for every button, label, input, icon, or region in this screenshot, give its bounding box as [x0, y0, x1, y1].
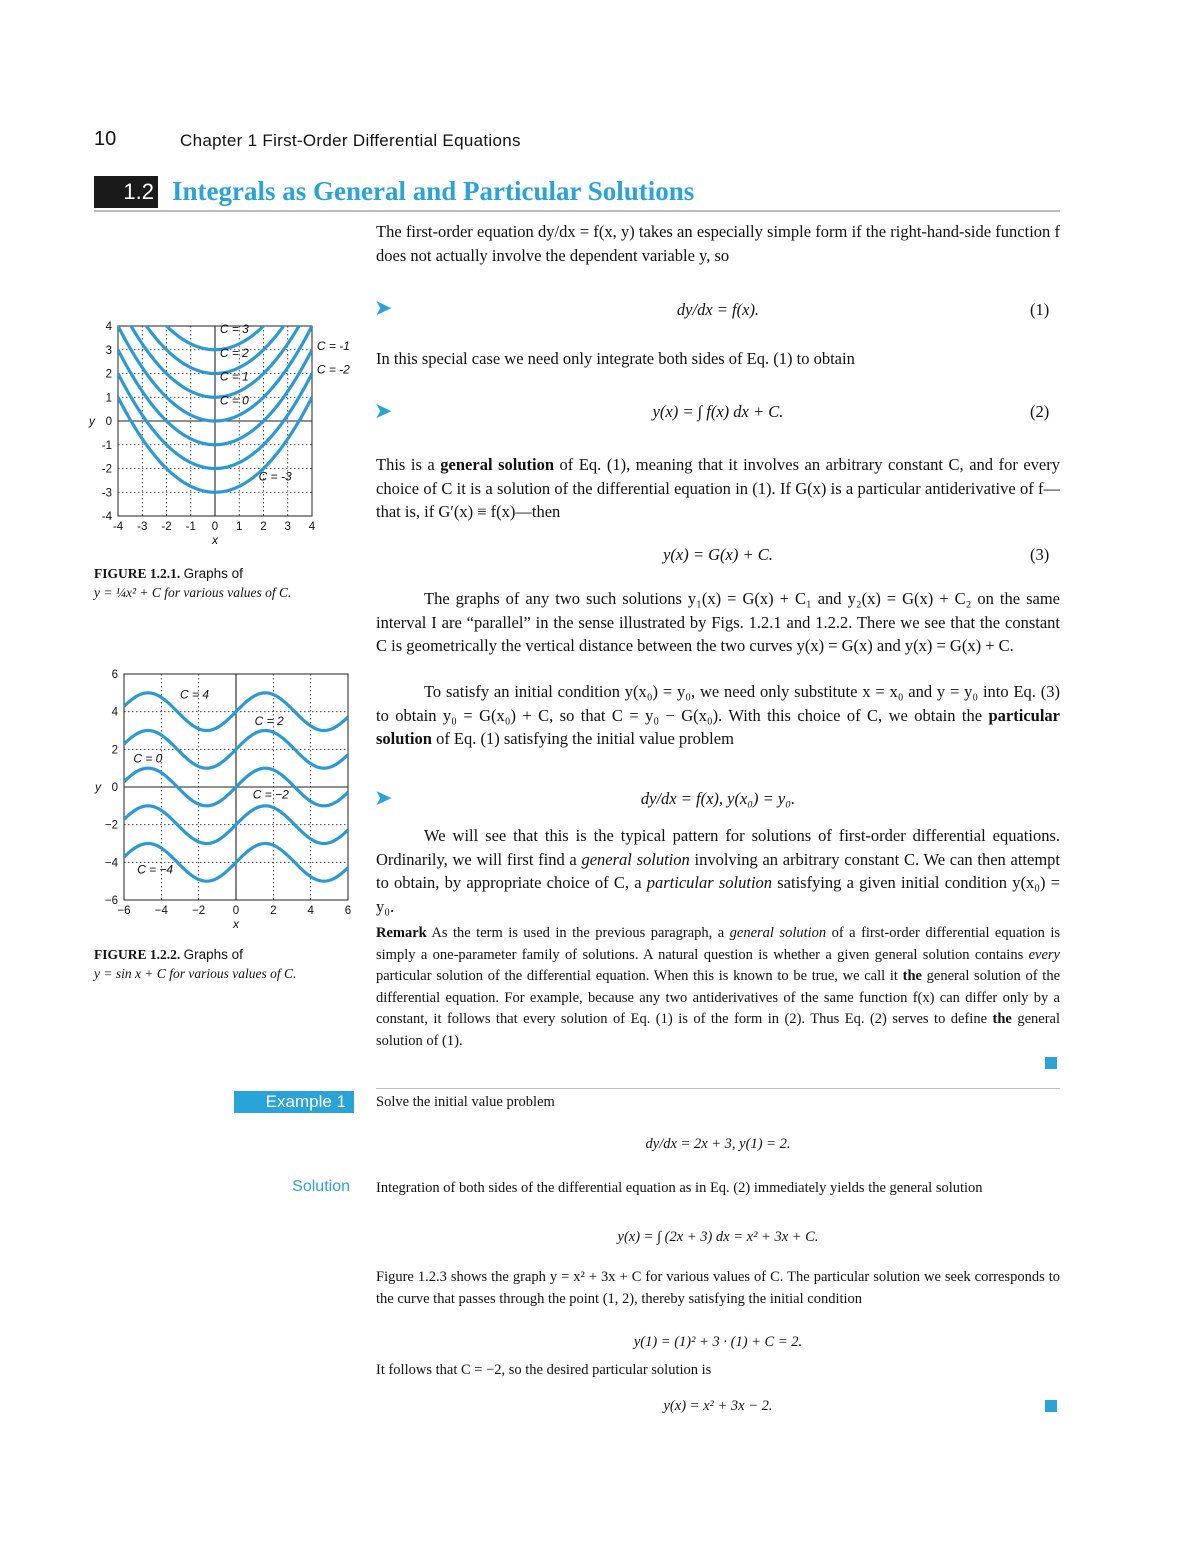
paragraph-initial-condition: To satisfy an initial condition y(x₀) = y₀, we need only substitute x = x₀ and y = y₀ into Eq. (3) to obtain y₀ = G(x₀) + C, so that C = y₀ − G(x₀). With this choice of C, we obtain the particular solution of Eq. (1) satisfying the initial value problem — [376, 682, 1060, 748]
x-tick-label: -3 — [137, 521, 148, 533]
solution-paragraph-3: It follows that C = −2, so the desired particular solution is — [376, 1362, 712, 1378]
section-title: Integrals as General and Particular Solutions — [172, 176, 695, 206]
equation-3: y(x) = G(x) + C. — [663, 545, 773, 564]
figure-1-caption-text: Graphs of — [183, 566, 243, 581]
arrow-marker-2: ➤ — [374, 398, 393, 423]
y-tick-label: 1 — [105, 392, 112, 405]
x-tick-label: 6 — [344, 905, 352, 917]
x-axis-label: x — [212, 533, 218, 547]
page-number: 10 — [94, 128, 117, 150]
paragraph-graphs: The graphs of any two such solutions y₁(x) = G(x) + C₁ and y₂(x) = G(x) + C₂ on the same interval I are “parallel” in the sense illustrated by Figs. 1.2.1 and 1.2.2. There we see that the constant C is geometrically the vertical distance between the two curves y(x) = G(x) and y(x) = G(x) + C. — [376, 589, 1060, 655]
equation-1: dy/dx = f(x). — [676, 300, 760, 319]
example-text: Solve the initial value problem — [376, 1094, 555, 1110]
x-tick-label: −6 — [117, 905, 131, 917]
running-head: Chapter 1 First-Order Differential Equations — [180, 131, 521, 150]
y-tick-label: -2 — [101, 463, 112, 476]
x-axis-label: x — [233, 917, 239, 930]
example-rule — [376, 1088, 1060, 1089]
figure-1-caption-eq: y = ¼x² + C for various values of C. — [94, 585, 292, 600]
y-tick-label: 0 — [105, 416, 112, 428]
section-number: 1.2 — [94, 176, 158, 208]
curve-label: C = -1 — [316, 338, 350, 353]
solution-paragraph-1: Integration of both sides of the differential equation as in Eq. (2) immediately yields the general solution — [376, 1180, 983, 1196]
x-tick-label: -1 — [185, 521, 196, 533]
figure-2-chart — [82, 660, 362, 930]
solution-label: Solution — [292, 1178, 350, 1195]
y-tick-label: 0 — [111, 782, 118, 794]
equation-ivp: dy/dx = f(x), y(x₀) = y₀. — [640, 789, 796, 808]
equation-2-number: (2) — [1030, 402, 1050, 421]
y-axis-label: y — [95, 780, 101, 794]
curve-label: C = 2 — [254, 713, 284, 728]
paragraph-integrate: In this special case we need only integrate both sides of Eq. (1) to obtain — [376, 349, 855, 368]
y-tick-label: −6 — [104, 895, 118, 907]
x-tick-label: -4 — [112, 521, 124, 533]
x-tick-label: 3 — [284, 521, 291, 533]
section-rule — [94, 210, 1060, 212]
x-tick-label: −2 — [192, 905, 206, 917]
solution-equation-1: y(x) = ∫ (2x + 3) dx = x² + 3x + C. — [617, 1229, 819, 1245]
intro-paragraph: The first-order equation dy/dx = f(x, y) takes an especially simple form if the right-hand-side function f does not actually involve the dependent variable y, so — [376, 222, 1060, 265]
figure-1-chart — [82, 316, 352, 556]
curve-label: C = 4 — [180, 687, 210, 702]
figure-2-caption-text: Graphs of — [183, 947, 243, 962]
y-tick-label: -3 — [101, 487, 112, 500]
figure-2-caption — [94, 945, 364, 983]
curve-label: C = 1 — [219, 369, 249, 384]
x-tick-label: 0 — [232, 905, 240, 917]
curve-label: C = -2 — [316, 362, 350, 377]
curve-label: C = −4 — [137, 862, 174, 877]
example-equation: dy/dx = 2x + 3, y(1) = 2. — [645, 1136, 791, 1152]
curve-label: C = 2 — [219, 345, 249, 360]
solution-paragraph-2: Figure 1.2.3 shows the graph y = x² + 3x + C for various values of C. The particular solution we seek corresponds to the curve that passes through the point (1, 2), thereby satisfying the initial condition — [376, 1269, 1060, 1307]
curve-label: C = −2 — [252, 787, 289, 802]
y-tick-label: 2 — [111, 744, 118, 757]
solution-equation-3: y(x) = x² + 3x − 2. — [663, 1398, 773, 1414]
arrow-marker-1: ➤ — [374, 295, 393, 320]
x-tick-label: -2 — [161, 521, 172, 533]
paragraph-pattern: We will see that this is the typical pattern for solutions of first-order differential equations. Ordinarily, we will first find a general solution involving an arbitrary constant C. We can then attempt to obtain, by appropriate choice of C, a particular solution satisfying a given initial condition y(x₀) = y₀. — [376, 826, 1061, 916]
x-tick-label: 4 — [308, 521, 316, 533]
x-tick-label: 4 — [307, 905, 314, 917]
x-tick-label: 0 — [211, 521, 219, 533]
y-tick-label: 2 — [105, 368, 112, 381]
end-of-example-square — [1045, 1400, 1057, 1412]
equation-3-number: (3) — [1030, 545, 1050, 564]
example-label: Example 1 — [234, 1091, 354, 1113]
figure-1-caption — [94, 564, 364, 602]
equation-2: y(x) = ∫ f(x) dx + C. — [652, 402, 784, 421]
y-tick-label: -4 — [101, 511, 112, 523]
solution-equation-2: y(1) = (1)² + 3 · (1) + C = 2. — [633, 1334, 803, 1350]
equation-1-number: (1) — [1030, 300, 1050, 319]
remark-paragraph: Remark As the term is used in the previous paragraph, a general solution of a first-order differential equation is simply a one-parameter family of solutions. A natural question is whether a given general solution contains every particular solution of the differential equation. When this is known to be true, we call it the general solution of the differential equation. For example, because any two antiderivatives of the same function f(x) can differ only by a constant, it follows that every solution of Eq. (1) is of the form in (2). Thus Eq. (2) serves to define the general solution of (1). — [376, 925, 1060, 1049]
x-tick-label: −4 — [154, 905, 168, 917]
y-tick-label: -1 — [101, 439, 112, 452]
y-tick-label: −2 — [104, 819, 118, 832]
y-tick-label: 3 — [105, 344, 112, 357]
y-tick-label: 4 — [111, 706, 118, 719]
curve-label: C = 3 — [219, 322, 249, 337]
y-tick-label: 4 — [105, 321, 112, 333]
figure-1-caption-label: FIGURE 1.2.1. — [94, 566, 181, 581]
figure-2-caption-eq: y = sin x + C for various values of C. — [94, 966, 297, 981]
figure-2-caption-label: FIGURE 1.2.2. — [94, 947, 181, 962]
x-tick-label: 2 — [270, 905, 277, 917]
curve-label: C = 0 — [133, 751, 163, 766]
x-tick-label: 2 — [260, 521, 267, 533]
x-tick-label: 1 — [236, 521, 243, 533]
end-of-remark-square — [1045, 1057, 1057, 1069]
curve-label: C = -3 — [258, 469, 292, 484]
y-tick-label: −4 — [104, 857, 118, 870]
y-tick-label: 6 — [111, 669, 118, 681]
y-axis-label: y — [89, 414, 95, 428]
curve-label: C = 0 — [219, 393, 249, 408]
arrow-marker-3: ➤ — [374, 785, 393, 810]
paragraph-general-solution: This is a general solution of Eq. (1), meaning that it involves an arbitrary constant C, and for every choice of C it is a solution of the differential equation in (1). If G(x) is a particular antiderivative of f—that is, if G′(x) ≡ f(x)—then — [376, 455, 1060, 521]
